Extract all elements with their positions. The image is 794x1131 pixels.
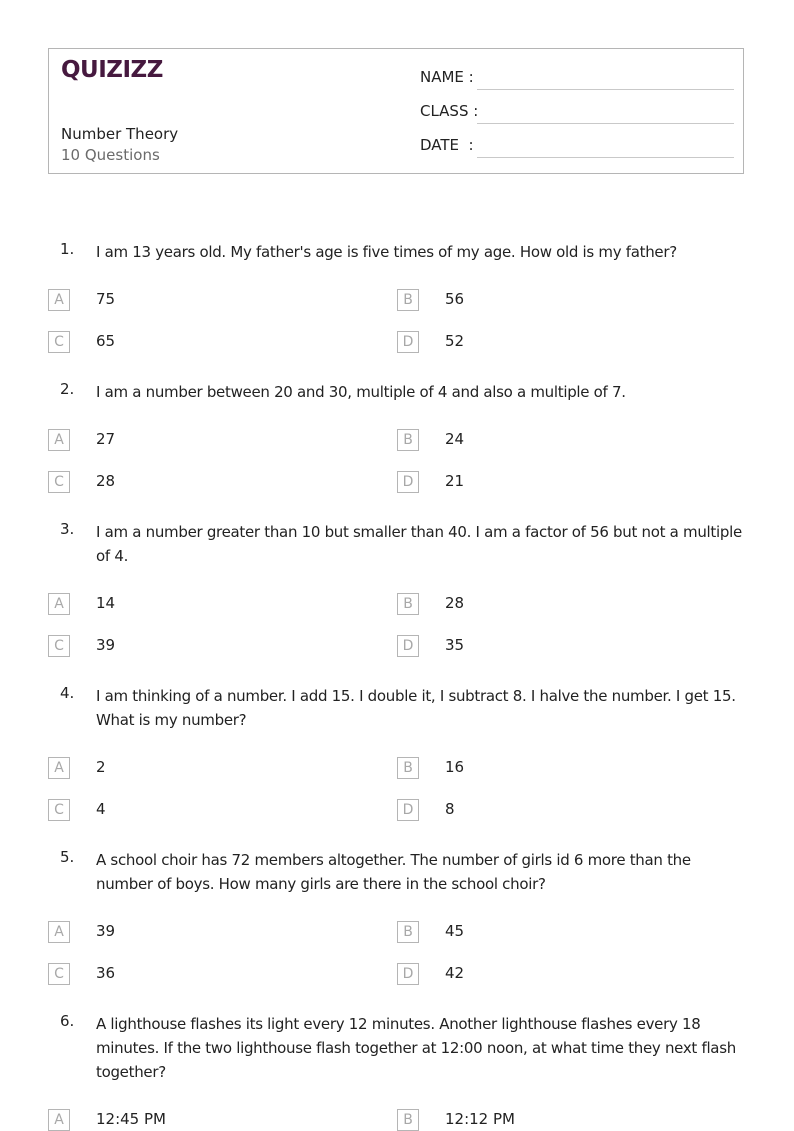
question-count: 10 Questions [61,146,160,164]
option-letter-box[interactable]: D [397,331,419,353]
option-letter-box[interactable]: B [397,593,419,615]
question-number: 1. [60,240,75,258]
option-letter-box[interactable]: C [48,331,70,353]
option-text: 24 [445,430,465,448]
question-text: I am a number between 20 and 30, multiple of 4 and also a multiple of 7. [96,383,626,401]
option-text: 12:45 PM [96,1110,166,1128]
date-line[interactable] [477,157,734,158]
question-number: 3. [60,520,75,538]
name-line[interactable] [477,89,734,90]
class-field[interactable] [420,102,734,124]
option-text: 52 [445,332,465,350]
option-letter-box[interactable]: C [48,471,70,493]
option-letter-box[interactable]: D [397,963,419,985]
class-label: CLASS : [420,102,479,120]
option-letter-box[interactable]: C [48,799,70,821]
question-text: I am a number greater than 10 but smaller than 40. I am a factor of 56 but not a multiple of 4. [96,523,742,565]
option-text: 56 [445,290,465,308]
question-number: 6. [60,1012,75,1030]
option-text: 75 [96,290,116,308]
option-letter-box[interactable]: C [48,635,70,657]
option-letter-box[interactable]: A [48,593,70,615]
option-text: 28 [445,594,465,612]
option-letter-box[interactable]: A [48,1109,70,1131]
option-letter-box[interactable]: D [397,635,419,657]
option-text: 28 [96,472,116,490]
option-letter-box[interactable]: B [397,1109,419,1131]
question-number: 5. [60,848,75,866]
class-line[interactable] [477,123,734,124]
date-label: DATE : [420,136,474,154]
option-letter-box[interactable]: A [48,289,70,311]
option-text: 14 [96,594,116,612]
date-field[interactable] [420,136,734,158]
question-number: 4. [60,684,75,702]
option-text: 8 [445,800,455,818]
question-number: 2. [60,380,75,398]
option-letter-box[interactable]: A [48,921,70,943]
option-text: 42 [445,964,465,982]
quizizz-logo: QUIZIZZ [61,57,163,83]
option-letter-box[interactable]: B [397,429,419,451]
option-text: 45 [445,922,465,940]
option-text: 39 [96,922,116,940]
option-text: 35 [445,636,465,654]
option-letter-box[interactable]: C [48,963,70,985]
option-letter-box[interactable]: D [397,471,419,493]
option-letter-box[interactable]: D [397,799,419,821]
worksheet-header [48,48,744,174]
question-text: I am 13 years old. My father's age is five times of my age. How old is my father? [96,243,677,261]
name-field[interactable] [420,68,734,90]
question-text: I am thinking of a number. I add 15. I double it, I subtract 8. I halve the number. I get 15. What is my number? [96,687,736,729]
option-text: 16 [445,758,465,776]
option-text: 65 [96,332,116,350]
option-text: 21 [445,472,465,490]
option-letter-box[interactable]: A [48,429,70,451]
question-text: A school choir has 72 members altogether. The number of girls id 6 more than the number of boys. How many girls are there in the school choir? [96,851,691,893]
worksheet-title: Number Theory [61,125,179,143]
option-letter-box[interactable]: B [397,757,419,779]
option-letter-box[interactable]: B [397,289,419,311]
option-text: 12:12 PM [445,1110,515,1128]
option-letter-box[interactable]: A [48,757,70,779]
option-text: 2 [96,758,106,776]
name-label: NAME : [420,68,474,86]
option-text: 27 [96,430,116,448]
option-text: 36 [96,964,116,982]
option-letter-box[interactable]: B [397,921,419,943]
option-text: 4 [96,800,106,818]
option-text: 39 [96,636,116,654]
question-text: A lighthouse flashes its light every 12 minutes. Another lighthouse flashes every 18 minutes. If the two lighthouse flash together at 12:00 noon, at what time they next flash together? [96,1015,736,1081]
